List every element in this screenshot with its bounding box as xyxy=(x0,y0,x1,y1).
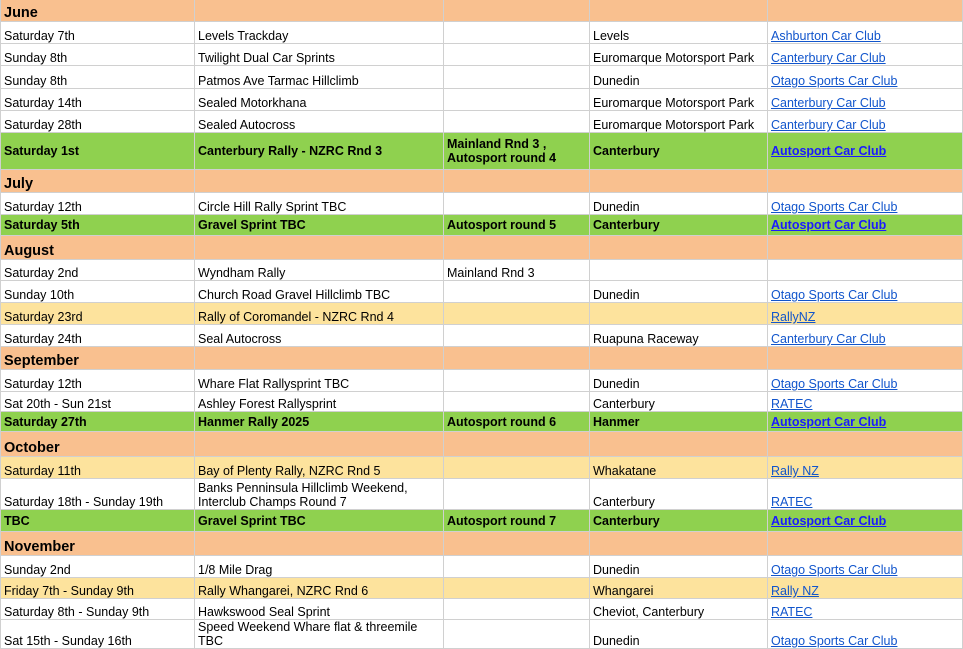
location-cell[interactable] xyxy=(590,412,768,432)
club-cell[interactable] xyxy=(768,599,963,620)
date-cell[interactable] xyxy=(1,193,195,215)
event-row xyxy=(1,215,963,236)
empty-cell[interactable] xyxy=(195,432,444,457)
club-link[interactable]: Otago Sports Car Club xyxy=(771,74,898,88)
series-cell[interactable] xyxy=(444,193,590,215)
club-cell[interactable] xyxy=(768,44,963,66)
empty-cell[interactable] xyxy=(590,347,768,370)
club-link[interactable]: Ashburton Car Club xyxy=(771,29,881,43)
location-cell[interactable] xyxy=(590,260,768,281)
location-cell[interactable] xyxy=(590,89,768,111)
event-row xyxy=(1,578,963,599)
date-text: Saturday 12th xyxy=(4,200,82,214)
event-row xyxy=(1,370,963,392)
series-cell[interactable] xyxy=(444,44,590,66)
event-row xyxy=(1,111,963,133)
club-cell[interactable] xyxy=(768,215,963,236)
location-text: Hanmer xyxy=(593,414,640,429)
series-cell[interactable] xyxy=(444,392,590,412)
event-row xyxy=(1,457,963,479)
series-text: Autosport round 5 xyxy=(447,218,557,232)
event-cell[interactable] xyxy=(195,281,444,303)
empty-cell[interactable] xyxy=(590,170,768,193)
location-text: Levels xyxy=(593,29,630,43)
club-cell[interactable] xyxy=(768,392,963,412)
club-cell[interactable] xyxy=(768,303,963,325)
location-cell[interactable] xyxy=(590,66,768,89)
location-cell[interactable] xyxy=(590,479,768,510)
event-row xyxy=(1,412,963,432)
date-cell[interactable] xyxy=(1,556,195,578)
location-text: Whangarei xyxy=(593,584,654,598)
event-cell[interactable] xyxy=(195,412,444,432)
event-cell[interactable] xyxy=(195,111,444,133)
date-text: Saturday 24th xyxy=(4,332,82,346)
club-cell[interactable] xyxy=(768,89,963,111)
series-text: Autosport round 6 xyxy=(447,414,557,429)
event-text: Circle Hill Rally Sprint TBC xyxy=(198,200,347,214)
event-cell[interactable] xyxy=(195,303,444,325)
date-cell[interactable] xyxy=(1,44,195,66)
month-label-cell[interactable]: October xyxy=(1,432,195,457)
location-text: Dunedin xyxy=(593,74,640,88)
event-cell[interactable] xyxy=(195,193,444,215)
date-cell[interactable] xyxy=(1,133,195,170)
event-text: Gravel Sprint TBC xyxy=(198,218,306,232)
series-cell[interactable] xyxy=(444,215,590,236)
date-text: Sat 15th - Sunday 16th xyxy=(4,634,132,648)
empty-cell[interactable] xyxy=(444,236,590,260)
series-cell[interactable] xyxy=(444,479,590,510)
club-cell[interactable] xyxy=(768,479,963,510)
date-cell[interactable] xyxy=(1,66,195,89)
location-text: Dunedin xyxy=(593,288,640,302)
club-link[interactable]: Otago Sports Car Club xyxy=(771,288,898,302)
club-cell[interactable] xyxy=(768,620,963,649)
event-row xyxy=(1,510,963,532)
empty-cell[interactable] xyxy=(195,236,444,260)
empty-cell[interactable] xyxy=(195,0,444,22)
club-cell[interactable] xyxy=(768,66,963,89)
event-cell[interactable] xyxy=(195,556,444,578)
event-text: Whare Flat Rallysprint TBC xyxy=(198,377,350,391)
series-cell[interactable] xyxy=(444,22,590,44)
date-text: Sunday 2nd xyxy=(4,563,71,577)
month-label-cell[interactable]: June xyxy=(1,0,195,22)
event-cell[interactable] xyxy=(195,510,444,532)
club-link[interactable]: Rally NZ xyxy=(771,584,819,598)
event-cell[interactable] xyxy=(195,325,444,347)
event-text: Bay of Plenty Rally, NZRC Rnd 5 xyxy=(198,464,381,478)
event-row xyxy=(1,556,963,578)
empty-cell[interactable] xyxy=(444,432,590,457)
event-row xyxy=(1,599,963,620)
date-text: Saturday 12th xyxy=(4,377,82,391)
club-cell[interactable] xyxy=(768,370,963,392)
date-cell[interactable] xyxy=(1,281,195,303)
club-cell[interactable] xyxy=(768,457,963,479)
date-cell[interactable] xyxy=(1,412,195,432)
event-cell[interactable] xyxy=(195,215,444,236)
event-row xyxy=(1,281,963,303)
club-link[interactable]: Otago Sports Car Club xyxy=(771,563,898,577)
series-cell[interactable] xyxy=(444,260,590,281)
location-text: Canterbury xyxy=(593,495,655,509)
event-text: Sealed Motorkhana xyxy=(198,96,307,110)
date-cell[interactable] xyxy=(1,578,195,599)
series-cell[interactable] xyxy=(444,620,590,649)
series-cell[interactable] xyxy=(444,111,590,133)
event-row xyxy=(1,303,963,325)
event-row xyxy=(1,89,963,111)
event-cell[interactable] xyxy=(195,392,444,412)
series-text: Autosport round 7 xyxy=(447,513,557,528)
event-cell[interactable] xyxy=(195,44,444,66)
series-cell[interactable] xyxy=(444,578,590,599)
location-cell[interactable] xyxy=(590,44,768,66)
location-cell[interactable] xyxy=(590,325,768,347)
event-text: Rally Whangarei, NZRC Rnd 6 xyxy=(198,584,369,598)
club-link[interactable]: RATEC xyxy=(771,495,813,509)
location-text: Cheviot, Canterbury xyxy=(593,605,705,619)
month-label-cell[interactable]: July xyxy=(1,170,195,193)
location-text: Canterbury xyxy=(593,144,660,158)
empty-cell[interactable] xyxy=(590,432,768,457)
club-link[interactable]: Rally NZ xyxy=(771,464,819,478)
club-link[interactable]: Autosport Car Club xyxy=(771,513,887,528)
date-text: Saturday 2nd xyxy=(4,266,79,280)
series-cell[interactable] xyxy=(444,556,590,578)
empty-cell[interactable] xyxy=(195,532,444,556)
location-text: Euromarque Motorsport Park xyxy=(593,51,755,65)
date-text: Friday 7th - Sunday 9th xyxy=(4,584,134,598)
club-cell[interactable] xyxy=(768,556,963,578)
event-cell[interactable] xyxy=(195,66,444,89)
event-row xyxy=(1,66,963,89)
location-text: Dunedin xyxy=(593,563,640,577)
location-text: Euromarque Motorsport Park xyxy=(593,118,755,132)
date-text: Saturday 5th xyxy=(4,218,80,232)
series-cell[interactable] xyxy=(444,133,590,170)
location-text: Ruapuna Raceway xyxy=(593,332,699,346)
date-text: Saturday 11th xyxy=(4,464,81,478)
club-cell[interactable] xyxy=(768,325,963,347)
club-cell[interactable] xyxy=(768,578,963,599)
date-text: TBC xyxy=(4,513,30,528)
event-cell[interactable] xyxy=(195,22,444,44)
event-text: Patmos Ave Tarmac Hillclimb xyxy=(198,74,359,88)
location-cell[interactable] xyxy=(590,281,768,303)
series-cell[interactable] xyxy=(444,303,590,325)
series-cell[interactable] xyxy=(444,281,590,303)
location-text: Dunedin xyxy=(593,634,640,648)
date-cell[interactable] xyxy=(1,620,195,649)
event-text: Seal Autocross xyxy=(198,332,282,346)
date-text: Saturday 8th - Sunday 9th xyxy=(4,605,150,619)
series-cell[interactable] xyxy=(444,412,590,432)
date-cell[interactable] xyxy=(1,22,195,44)
date-cell[interactable] xyxy=(1,215,195,236)
month-header-row xyxy=(1,347,963,370)
event-text: Speed Weekend Whare flat & threemile TBC xyxy=(198,620,418,648)
location-cell[interactable] xyxy=(590,620,768,649)
date-cell[interactable] xyxy=(1,370,195,392)
date-cell[interactable] xyxy=(1,303,195,325)
empty-cell[interactable] xyxy=(444,170,590,193)
empty-cell[interactable] xyxy=(590,0,768,22)
event-text: Rally of Coromandel - NZRC Rnd 4 xyxy=(198,310,394,324)
date-cell[interactable] xyxy=(1,260,195,281)
series-cell[interactable] xyxy=(444,325,590,347)
series-cell[interactable] xyxy=(444,89,590,111)
event-text: Canterbury Rally - NZRC Rnd 3 xyxy=(198,144,383,158)
location-cell[interactable] xyxy=(590,599,768,620)
date-text: Sunday 8th xyxy=(4,74,68,88)
location-cell[interactable] xyxy=(590,22,768,44)
month-header-row xyxy=(1,532,963,556)
club-link[interactable]: Autosport Car Club xyxy=(771,414,887,429)
event-row xyxy=(1,392,963,412)
event-cell[interactable] xyxy=(195,620,444,649)
event-row xyxy=(1,479,963,510)
club-link[interactable]: Autosport Car Club xyxy=(771,144,887,158)
club-link[interactable]: Otago Sports Car Club xyxy=(771,377,898,391)
location-cell[interactable] xyxy=(590,457,768,479)
club-cell[interactable] xyxy=(768,111,963,133)
empty-cell[interactable] xyxy=(444,532,590,556)
event-text: 1/8 Mile Drag xyxy=(198,563,273,577)
month-header-row xyxy=(1,236,963,260)
location-text: Dunedin xyxy=(593,200,640,214)
month-label-cell[interactable]: September xyxy=(1,347,195,370)
location-cell[interactable] xyxy=(590,133,768,170)
club-cell[interactable] xyxy=(768,510,963,532)
location-cell[interactable] xyxy=(590,578,768,599)
date-text: Sunday 10th xyxy=(4,288,75,302)
event-row xyxy=(1,193,963,215)
club-link[interactable]: Canterbury Car Club xyxy=(771,332,886,346)
event-text: Wyndham Rally xyxy=(198,266,286,280)
date-text: Saturday 23rd xyxy=(4,310,83,324)
event-cell[interactable] xyxy=(195,133,444,170)
empty-cell[interactable] xyxy=(590,532,768,556)
event-text: Levels Trackday xyxy=(198,29,289,43)
event-row xyxy=(1,44,963,66)
location-text: Euromarque Motorsport Park xyxy=(593,96,755,110)
club-link[interactable]: Otago Sports Car Club xyxy=(771,200,898,214)
event-row xyxy=(1,325,963,347)
club-link[interactable]: Otago Sports Car Club xyxy=(771,634,898,648)
series-cell[interactable] xyxy=(444,457,590,479)
date-text: Sat 20th - Sun 21st xyxy=(4,397,112,411)
location-text: Canterbury xyxy=(593,218,660,232)
date-text: Saturday 28th xyxy=(4,118,82,132)
event-text: Twilight Dual Car Sprints xyxy=(198,51,335,65)
empty-cell[interactable] xyxy=(444,347,590,370)
location-text: Canterbury xyxy=(593,513,660,528)
date-text: Saturday 1st xyxy=(4,144,80,158)
series-cell[interactable] xyxy=(444,510,590,532)
date-cell[interactable] xyxy=(1,510,195,532)
event-cell[interactable] xyxy=(195,457,444,479)
club-link[interactable]: RATEC xyxy=(771,605,813,619)
club-link[interactable]: Canterbury Car Club xyxy=(771,96,886,110)
date-cell[interactable] xyxy=(1,111,195,133)
series-text: Mainland Rnd 3 , Autosport round 4 xyxy=(447,137,557,165)
club-cell[interactable] xyxy=(768,133,963,170)
location-cell[interactable] xyxy=(590,556,768,578)
event-text: Gravel Sprint TBC xyxy=(198,513,306,528)
club-cell[interactable] xyxy=(768,281,963,303)
location-text: Canterbury xyxy=(593,397,655,411)
series-cell[interactable] xyxy=(444,599,590,620)
empty-cell[interactable] xyxy=(768,532,963,556)
location-text: Whakatane xyxy=(593,464,657,478)
location-text: Dunedin xyxy=(593,377,640,391)
club-cell[interactable] xyxy=(768,260,963,281)
event-row xyxy=(1,620,963,649)
event-text: Hanmer Rally 2025 xyxy=(198,414,310,429)
date-text: Saturday 7th xyxy=(4,29,75,43)
date-cell[interactable] xyxy=(1,89,195,111)
club-link[interactable]: Autosport Car Club xyxy=(771,218,887,232)
location-cell[interactable] xyxy=(590,303,768,325)
location-cell[interactable] xyxy=(590,510,768,532)
empty-cell[interactable] xyxy=(768,0,963,22)
club-link[interactable]: RATEC xyxy=(771,397,813,411)
month-header-row xyxy=(1,170,963,193)
location-cell[interactable] xyxy=(590,392,768,412)
series-cell[interactable] xyxy=(444,66,590,89)
month-label-cell[interactable]: November xyxy=(1,532,195,556)
event-row xyxy=(1,260,963,281)
event-cell[interactable] xyxy=(195,370,444,392)
event-cell[interactable] xyxy=(195,260,444,281)
empty-cell[interactable] xyxy=(590,236,768,260)
date-cell[interactable] xyxy=(1,457,195,479)
club-cell[interactable] xyxy=(768,412,963,432)
empty-cell[interactable] xyxy=(195,170,444,193)
club-cell[interactable] xyxy=(768,22,963,44)
event-cell[interactable] xyxy=(195,89,444,111)
event-text: Hawkswood Seal Sprint xyxy=(198,605,331,619)
club-cell[interactable] xyxy=(768,193,963,215)
location-cell[interactable] xyxy=(590,193,768,215)
event-text: Banks Penninsula Hillclimb Weekend, Interclub Champs Round 7 xyxy=(198,481,408,509)
event-cell[interactable] xyxy=(195,578,444,599)
club-link[interactable]: Canterbury Car Club xyxy=(771,51,886,65)
series-text: Mainland Rnd 3 xyxy=(447,266,535,280)
date-cell[interactable] xyxy=(1,392,195,412)
empty-cell[interactable] xyxy=(768,236,963,260)
empty-cell[interactable] xyxy=(768,170,963,193)
series-cell[interactable] xyxy=(444,370,590,392)
location-cell[interactable] xyxy=(590,111,768,133)
date-cell[interactable] xyxy=(1,599,195,620)
event-text: Ashley Forest Rallysprint xyxy=(198,397,337,411)
club-link[interactable]: RallyNZ xyxy=(771,310,816,324)
empty-cell[interactable] xyxy=(768,347,963,370)
location-cell[interactable] xyxy=(590,215,768,236)
date-text: Saturday 27th xyxy=(4,414,87,429)
event-row xyxy=(1,22,963,44)
empty-cell[interactable] xyxy=(195,347,444,370)
month-label-cell[interactable]: August xyxy=(1,236,195,260)
empty-cell[interactable] xyxy=(768,432,963,457)
club-link[interactable]: Canterbury Car Club xyxy=(771,118,886,132)
month-header-row xyxy=(1,0,963,22)
date-cell[interactable] xyxy=(1,479,195,510)
month-header-row xyxy=(1,432,963,457)
date-text: Saturday 14th xyxy=(4,96,82,110)
empty-cell[interactable] xyxy=(444,0,590,22)
event-row xyxy=(1,133,963,170)
location-cell[interactable] xyxy=(590,370,768,392)
date-text: Saturday 18th - Sunday 19th xyxy=(4,495,164,509)
event-cell[interactable] xyxy=(195,479,444,510)
date-cell[interactable] xyxy=(1,325,195,347)
event-cell[interactable] xyxy=(195,599,444,620)
event-text: Church Road Gravel Hillclimb TBC xyxy=(198,288,391,302)
event-text: Sealed Autocross xyxy=(198,118,296,132)
date-text: Sunday 8th xyxy=(4,51,68,65)
